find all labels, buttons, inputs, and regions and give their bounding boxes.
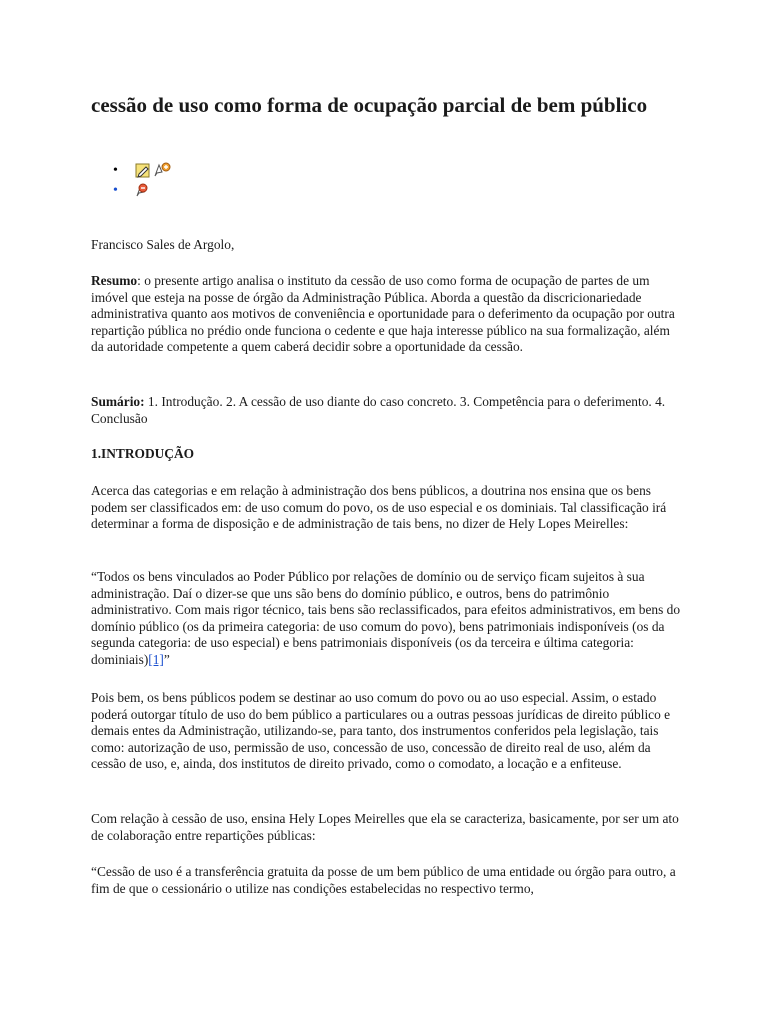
author-line: Francisco Sales de Argolo, bbox=[91, 237, 235, 252]
add-comment-icon[interactable] bbox=[153, 162, 171, 183]
quote-text: “Todos os bens vinculados ao Poder Público por relações de domínio ou de serviço ficam sujeitos à sua administração. Daí o dizer-se que uns são bens do domínio público, e outros, bens do patrimônio administrativo. Com mais rigor técnico, tais bens são reclassificados, para efeitos administrativos, em bens do domínio público (os da primeira categoria: de uso comum do povo), bens patrimoniais indisponíveis (os da segunda categoria: de uso especial) e bens patrimoniais disponíveis (os da terceira e última categoria: dominiais) bbox=[91, 569, 681, 667]
quote-closing: ” bbox=[163, 651, 170, 667]
icon-list bbox=[91, 162, 173, 202]
article-title: cessão de uso como forma de ocupação parcial de bem público bbox=[91, 93, 648, 117]
summary-text: 1. Introdução. 2. A cessão de uso diante do caso concreto. 3. Competência para o deferimento. 4. Conclusão bbox=[91, 394, 666, 426]
body-paragraph-2: Com relação à cessão de uso, ensina Hely Lopes Meirelles que ela se caracteriza, basicamente, por ser um ato de colaboração entre repartições públicas: bbox=[91, 811, 679, 843]
intro-paragraph: Acerca das categorias e em relação à administração dos bens públicos, a doutrina nos ensina que os bens podem ser classificados em: de uso comum do povo, os de uso especial e os dominiais. Tal classificação irá determinar a forma de disposição e de administração de tais bens, no dizer de Hely Lopes Meirelles: bbox=[91, 483, 667, 532]
icon-list-item-edit bbox=[91, 162, 173, 182]
section-heading: 1.INTRODUÇÃO bbox=[91, 446, 195, 461]
summary-paragraph bbox=[91, 394, 683, 427]
quote-paragraph-2: “Cessão de uso é a transferência gratuita da posse de um bem público de uma entidade ou órgão para outro, a fim de que o cessionário o utilize nas condições estabelecidas no respectivo termo, bbox=[91, 864, 676, 896]
abstract-label: Resumo bbox=[91, 273, 138, 288]
remove-comment-icon[interactable] bbox=[135, 182, 153, 203]
edit-icon[interactable] bbox=[135, 162, 151, 183]
summary-label: Sumário: bbox=[91, 394, 145, 409]
icon-list-item-remove bbox=[91, 182, 173, 202]
footnote-link[interactable]: [1] bbox=[148, 651, 164, 667]
abstract-paragraph bbox=[91, 273, 683, 356]
quote-paragraph bbox=[91, 569, 683, 669]
abstract-text: : o presente artigo analisa o instituto da cessão de uso como forma de ocupação de partes de um imóvel que esteja na posse de órgão da Administração Pública. Aborda a questão da discricionariedade administrativa quanto aos motivos de conveniência e oportunidade para o deferimento da ocupação por outra repartição pública no prédio onde funciona o cedente e que haja interesse público na sua formalização, além da autoridade competente a quem caberá decidir sobre a oportunidade da cessão. bbox=[91, 273, 675, 355]
body-paragraph: Pois bem, os bens públicos podem se destinar ao uso comum do povo ou ao uso especial. Assim, o estado poderá outorgar título de uso do bem público a particulares ou a outras pessoas jurídicas de direito público e demais entes da Administração, utilizando-se, para tanto, dos instrumentos conferidos pela legislação, tais como: autorização de uso, permissão de uso, concessão de uso, concessão de direito real de uso, além da cessão de uso, e, ainda, dos institutos de direito privado, como o comodato, a locação e a enfiteuse. bbox=[91, 690, 671, 772]
